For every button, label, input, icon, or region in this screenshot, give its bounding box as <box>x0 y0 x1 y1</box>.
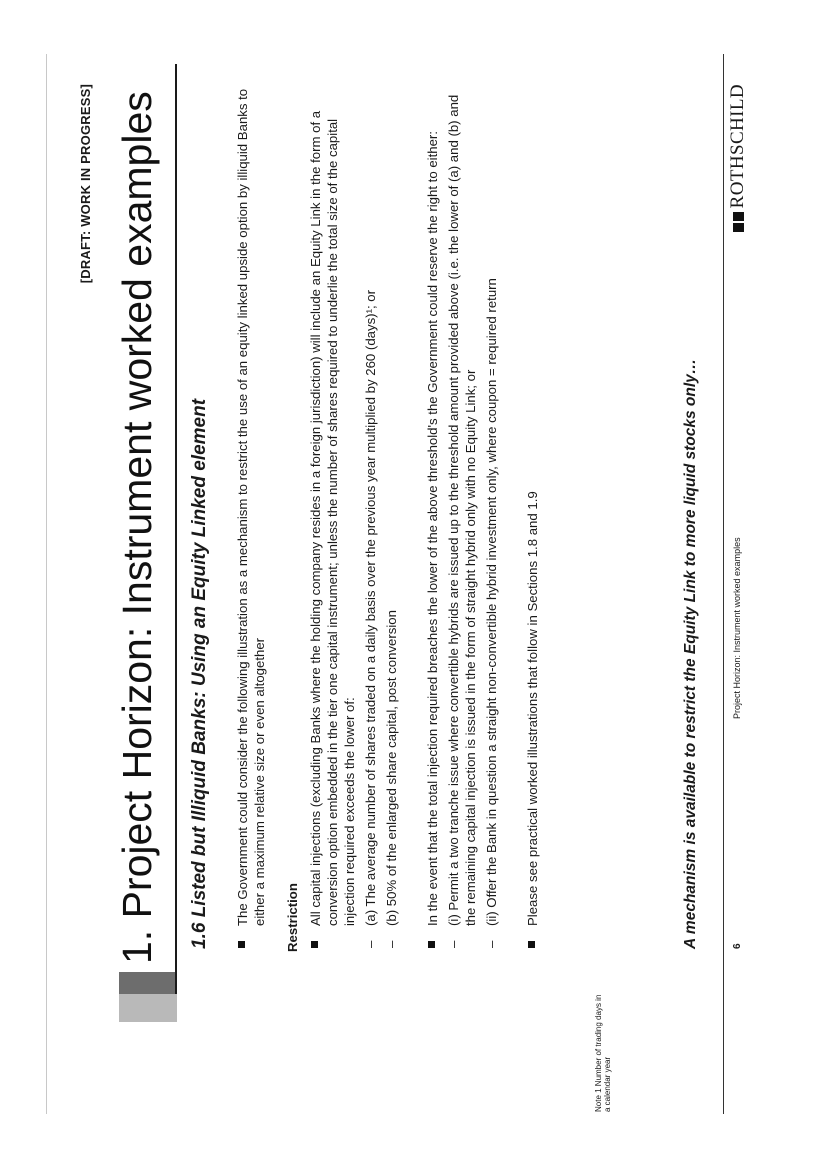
restriction-sub-b-text: (b) 50% of the enlarged share capital, post conversion <box>384 610 399 926</box>
title-accent-light <box>119 994 177 1022</box>
logo-mark-icon <box>733 212 744 232</box>
square-bullet-icon <box>311 941 318 948</box>
square-bullet-icon <box>528 941 535 948</box>
footer-text: Project Horizon: Instrument worked examples <box>732 537 742 719</box>
section-subtitle: 1.6 Listed but Illiquid Banks: Using an Equity Linked element <box>189 398 210 949</box>
title-underline-left <box>175 979 177 994</box>
dash-icon: – <box>484 940 499 948</box>
event-sub-ii-text: (ii) Offer the Bank in question a straight non-convertible hybrid investment only, where coupon = required return <box>484 278 499 926</box>
see-also-text: Please see practical worked illustrations that follow in Sections 1.8 and 1.9 <box>525 491 540 926</box>
dash-icon: – <box>384 940 399 948</box>
rothschild-logo <box>727 84 749 232</box>
conclusion-text: A mechanism is available to restrict the Equity Link to more liquid stocks only… <box>682 358 699 949</box>
event-bullet <box>424 82 441 952</box>
draft-label: [DRAFT: WORK IN PROGRESS] <box>78 84 93 284</box>
intro-bullet <box>234 82 268 952</box>
top-divider <box>46 54 47 1114</box>
main-content <box>234 82 557 952</box>
intro-text: The Government could consider the following illustration as a mechanism to restrict the use of an equity linked upside option by illiquid Banks to either a maximum relative size or even altogether <box>235 88 267 926</box>
page-number: 6 <box>732 943 743 949</box>
restriction-text: All capital injections (excluding Banks where the holding company resides in a foreign jurisdiction) will include an Equity Link in the form of a conversion option embedded in the tier one capital instrument; unless the number of shares required to underlie the total size of the capital injection required exceeds the lower of: <box>308 110 357 926</box>
event-sub-ii <box>483 82 500 952</box>
footnote: Note 1 Number of trading days in a calendar year <box>594 994 612 1112</box>
page-title: 1. Project Horizon: Instrument worked examples <box>114 91 160 964</box>
square-bullet-icon <box>428 941 435 948</box>
dash-icon: – <box>363 940 378 948</box>
restriction-sub-a <box>362 82 379 952</box>
restriction-sub-a-text: (a) The average number of shares traded on a daily basis over the previous year multiplied by 260 (days)¹; or <box>363 289 378 926</box>
event-text: In the event that the total injection required breaches the lower of the above threshold's the Government could reserve the right to either: <box>425 131 440 926</box>
square-bullet-icon <box>238 941 245 948</box>
restriction-bullet <box>307 82 358 952</box>
logo-text: ROTHSCHILD <box>727 84 748 209</box>
title-underline <box>175 64 177 979</box>
restriction-sub-b <box>383 82 400 952</box>
event-sub-i <box>445 82 479 952</box>
event-sub-i-text: (i) Permit a two tranche issue where convertible hybrids are issued up to the threshold amount provided above (i.e. the lower of (a) and (b) and the remaining capital injection is issued in the form of straight hybrid only with no Equity Link; or <box>446 94 478 926</box>
bottom-divider <box>723 54 724 1114</box>
dash-icon: – <box>446 940 461 948</box>
title-accent-dark <box>119 972 177 994</box>
slide-page <box>34 54 794 1114</box>
restriction-heading: Restriction <box>285 883 300 952</box>
see-also-bullet <box>524 82 541 952</box>
